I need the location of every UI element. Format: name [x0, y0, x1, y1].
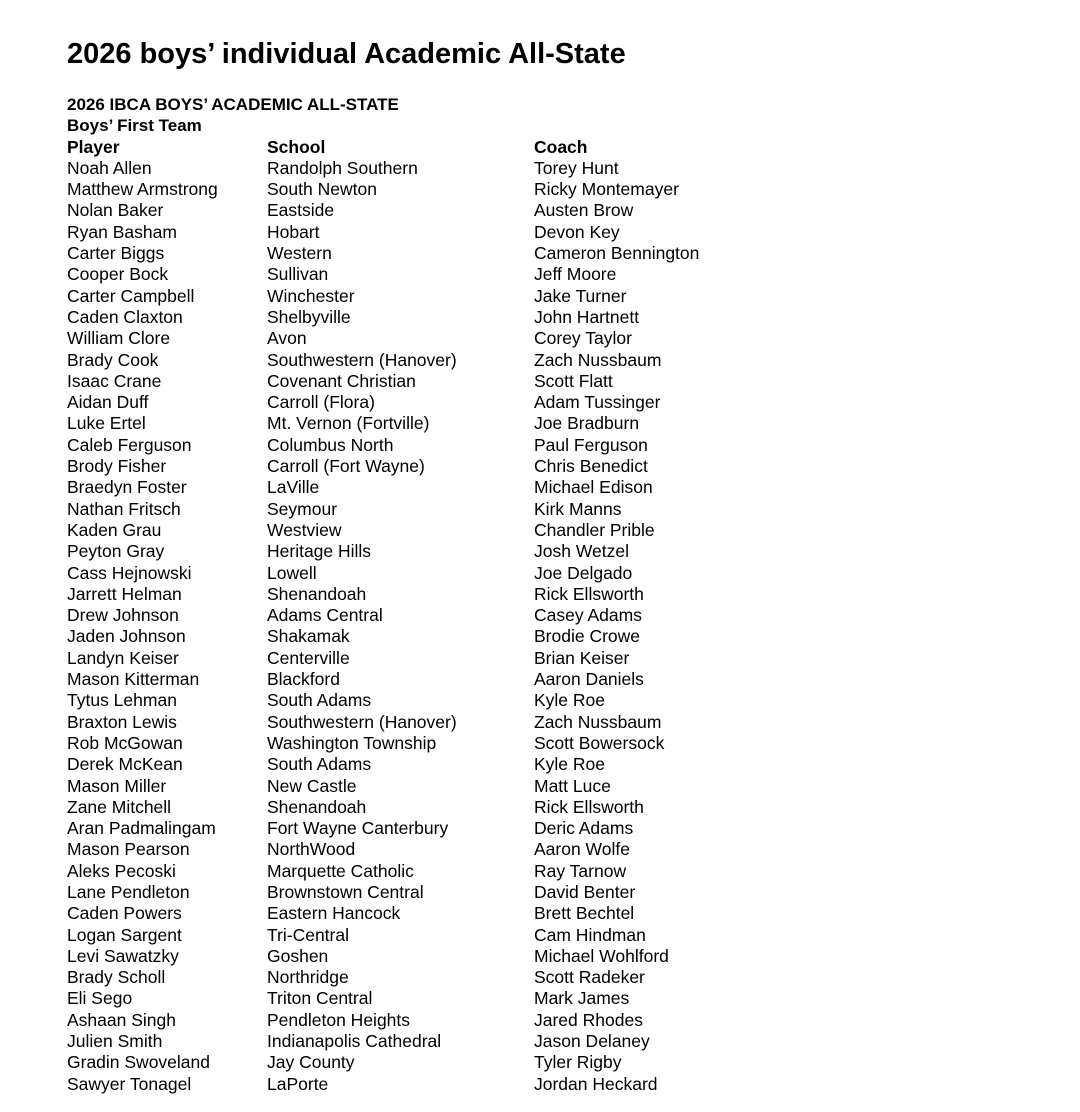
- school-cell: Sullivan: [267, 264, 329, 285]
- coach-cell: Kirk Manns: [534, 498, 622, 519]
- player-cell: Drew Johnson: [67, 605, 179, 626]
- player-cell: Jarrett Helman: [67, 583, 182, 604]
- coach-cell: Aaron Wolfe: [534, 839, 630, 860]
- player-cell: Cooper Bock: [67, 264, 169, 285]
- player-cell: Nolan Baker: [67, 200, 164, 221]
- table-row: [67, 499, 1027, 520]
- player-cell: Tytus Lehman: [67, 690, 177, 711]
- school-cell: South Adams: [267, 754, 372, 775]
- player-cell: Ashaan Singh: [67, 1009, 176, 1030]
- coach-cell: Scott Flatt: [534, 370, 613, 391]
- player-cell: Mason Pearson: [67, 839, 190, 860]
- table-row: [67, 264, 1027, 285]
- coach-cell: Mark James: [534, 988, 630, 1009]
- player-cell: Brody Fisher: [67, 456, 167, 477]
- player-cell: Aran Padmalingam: [67, 818, 216, 839]
- coach-cell: Rick Ellsworth: [534, 796, 644, 817]
- table-row: [67, 988, 1027, 1009]
- coach-cell: Zach Nussbaum: [534, 711, 662, 732]
- school-cell: South Adams: [267, 690, 372, 711]
- table-row: [67, 307, 1027, 328]
- table-row: [67, 818, 1027, 839]
- player-cell: Caden Powers: [67, 903, 182, 924]
- player-cell: Landyn Keiser: [67, 647, 179, 668]
- coach-cell: Kyle Roe: [534, 754, 606, 775]
- header-coach: Coach: [534, 136, 588, 157]
- player-cell: Nathan Fritsch: [67, 498, 181, 519]
- coach-cell: Devon Key: [534, 221, 620, 242]
- school-cell: South Newton: [267, 179, 377, 200]
- player-cell: Julien Smith: [67, 1031, 163, 1052]
- player-cell: Mason Kitterman: [67, 669, 200, 690]
- table-body: [67, 158, 1027, 1095]
- school-cell: Shenandoah: [267, 583, 367, 604]
- school-cell: Fort Wayne Canterbury: [267, 818, 449, 839]
- coach-cell: Matt Luce: [534, 775, 611, 796]
- school-cell: Eastside: [267, 200, 335, 221]
- coach-cell: Josh Wetzel: [534, 541, 629, 562]
- school-cell: Marquette Catholic: [267, 860, 414, 881]
- coach-cell: Brian Keiser: [534, 647, 630, 668]
- coach-cell: Jeff Moore: [534, 264, 617, 285]
- player-cell: William Clore: [67, 328, 171, 349]
- school-cell: Indianapolis Cathedral: [267, 1031, 442, 1052]
- player-cell: Eli Sego: [67, 988, 133, 1009]
- coach-cell: Ray Tarnow: [534, 860, 627, 881]
- coach-cell: Michael Edison: [534, 477, 653, 498]
- school-cell: Winchester: [267, 285, 355, 306]
- school-cell: Southwestern (Hanover): [267, 711, 457, 732]
- table-row: [67, 776, 1027, 797]
- player-cell: Levi Sawatzky: [67, 945, 179, 966]
- school-cell: Western: [267, 243, 332, 264]
- player-cell: Braxton Lewis: [67, 711, 177, 732]
- school-cell: Goshen: [267, 945, 329, 966]
- player-cell: Kaden Grau: [67, 519, 162, 540]
- table-row: [67, 435, 1027, 456]
- player-cell: Brady Cook: [67, 349, 159, 370]
- coach-cell: Casey Adams: [534, 605, 642, 626]
- school-cell: Pendleton Heights: [267, 1009, 411, 1030]
- school-cell: Avon: [267, 328, 307, 349]
- school-cell: Triton Central: [267, 988, 373, 1009]
- table-row: [67, 1052, 1027, 1073]
- table-row: [67, 903, 1027, 924]
- coach-cell: Kyle Roe: [534, 690, 606, 711]
- table-row: [67, 712, 1027, 733]
- school-cell: Jay County: [267, 1052, 355, 1073]
- school-cell: Brownstown Central: [267, 881, 424, 902]
- school-cell: Carroll (Flora): [267, 392, 375, 413]
- table-row: [67, 243, 1027, 264]
- table-row: [67, 1031, 1027, 1052]
- school-cell: Columbus North: [267, 434, 394, 455]
- table-row: [67, 179, 1027, 200]
- coach-cell: Austen Brow: [534, 200, 634, 221]
- school-cell: New Castle: [267, 775, 357, 796]
- table-row: [67, 520, 1027, 541]
- coach-cell: Corey Taylor: [534, 328, 632, 349]
- coach-cell: Ricky Montemayer: [534, 179, 679, 200]
- school-cell: Randolph Southern: [267, 157, 418, 178]
- coach-cell: Joe Bradburn: [534, 413, 640, 434]
- coach-cell: Chris Benedict: [534, 456, 648, 477]
- school-cell: Mt. Vernon (Fortville): [267, 413, 430, 434]
- table-row: [67, 1074, 1027, 1095]
- school-cell: Tri-Central: [267, 924, 349, 945]
- player-cell: Ryan Basham: [67, 221, 177, 242]
- table-row: [67, 839, 1027, 860]
- coach-cell: Brodie Crowe: [534, 626, 641, 647]
- coach-cell: Aaron Daniels: [534, 669, 644, 690]
- coach-cell: Torey Hunt: [534, 157, 619, 178]
- table-row: [67, 584, 1027, 605]
- table-row: [67, 541, 1027, 562]
- table-row: [67, 350, 1027, 371]
- table-row: [67, 456, 1027, 477]
- table-row: [67, 967, 1027, 988]
- player-cell: Caden Claxton: [67, 306, 183, 327]
- table-row: [67, 861, 1027, 882]
- school-cell: NorthWood: [267, 839, 356, 860]
- coach-cell: David Benter: [534, 881, 636, 902]
- coach-cell: Zach Nussbaum: [534, 349, 662, 370]
- school-cell: Covenant Christian: [267, 370, 416, 391]
- player-cell: Carter Biggs: [67, 243, 165, 264]
- coach-cell: Scott Bowersock: [534, 732, 665, 753]
- table-row: [67, 328, 1027, 349]
- player-cell: Gradin Swoveland: [67, 1052, 210, 1073]
- school-cell: Lowell: [267, 562, 317, 583]
- player-cell: Matthew Armstrong: [67, 179, 218, 200]
- coach-cell: Scott Radeker: [534, 967, 645, 988]
- table-row: [67, 669, 1027, 690]
- player-cell: Cass Hejnowski: [67, 562, 192, 583]
- player-cell: Luke Ertel: [67, 413, 146, 434]
- coach-cell: Jared Rhodes: [534, 1009, 643, 1030]
- school-cell: Adams Central: [267, 605, 383, 626]
- table-row: [67, 797, 1027, 818]
- player-cell: Jaden Johnson: [67, 626, 186, 647]
- player-cell: Aidan Duff: [67, 392, 149, 413]
- school-cell: Washington Township: [267, 732, 437, 753]
- school-cell: Shenandoah: [267, 796, 367, 817]
- table-row: [67, 392, 1027, 413]
- coach-cell: Jake Turner: [534, 285, 627, 306]
- coach-cell: Chandler Prible: [534, 519, 655, 540]
- player-cell: Lane Pendleton: [67, 881, 190, 902]
- table-row: [67, 605, 1027, 626]
- school-cell: Shakamak: [267, 626, 350, 647]
- document-page: [67, 34, 1027, 1095]
- school-cell: LaPorte: [267, 1073, 329, 1094]
- player-cell: Sawyer Tonagel: [67, 1073, 192, 1094]
- coach-cell: Joe Delgado: [534, 562, 633, 583]
- table-row: [67, 754, 1027, 775]
- player-cell: Peyton Gray: [67, 541, 165, 562]
- table-row: [67, 286, 1027, 307]
- school-cell: Southwestern (Hanover): [267, 349, 457, 370]
- list-heading: 2026 IBCA BOYS’ ACADEMIC ALL-STATE: [67, 95, 399, 114]
- table-row: [67, 648, 1027, 669]
- table-row: [67, 158, 1027, 179]
- table-row: [67, 1010, 1027, 1031]
- table-row: [67, 882, 1027, 903]
- player-cell: Derek McKean: [67, 754, 183, 775]
- team-heading: Boys’ First Team: [67, 116, 202, 136]
- table-row: [67, 690, 1027, 711]
- school-cell: Shelbyville: [267, 306, 351, 327]
- coach-cell: Brett Bechtel: [534, 903, 635, 924]
- table-row: [67, 563, 1027, 584]
- coach-cell: Jason Delaney: [534, 1031, 650, 1052]
- player-cell: Mason Miller: [67, 775, 167, 796]
- school-cell: Eastern Hancock: [267, 903, 401, 924]
- coach-cell: Paul Ferguson: [534, 434, 648, 455]
- player-cell: Aleks Pecoski: [67, 860, 176, 881]
- coach-cell: Adam Tussinger: [534, 392, 661, 413]
- table-row: [67, 200, 1027, 221]
- table-row: [67, 626, 1027, 647]
- table-row: [67, 413, 1027, 434]
- coach-cell: Cameron Bennington: [534, 243, 700, 264]
- coach-cell: Jordan Heckard: [534, 1073, 658, 1094]
- coach-cell: Deric Adams: [534, 818, 634, 839]
- school-cell: Centerville: [267, 647, 350, 668]
- player-cell: Noah Allen: [67, 157, 152, 178]
- player-cell: Logan Sargent: [67, 924, 182, 945]
- player-cell: Carter Campbell: [67, 285, 195, 306]
- school-cell: Heritage Hills: [267, 541, 372, 562]
- school-cell: Westview: [267, 519, 342, 540]
- school-cell: Blackford: [267, 669, 340, 690]
- page-title: 2026 boys’ individual Academic All-State: [67, 38, 626, 70]
- player-cell: Brady Scholl: [67, 967, 166, 988]
- table-row: [67, 733, 1027, 754]
- school-cell: Seymour: [267, 498, 338, 519]
- coach-cell: Tyler Rigby: [534, 1052, 622, 1073]
- table-row: [67, 946, 1027, 967]
- coach-cell: Michael Wohlford: [534, 945, 669, 966]
- coach-cell: John Hartnett: [534, 306, 640, 327]
- header-player: Player: [67, 136, 120, 157]
- school-cell: Northridge: [267, 967, 349, 988]
- coach-cell: Cam Hindman: [534, 924, 646, 945]
- player-cell: Zane Mitchell: [67, 796, 172, 817]
- player-cell: Rob McGowan: [67, 732, 183, 753]
- player-cell: Caleb Ferguson: [67, 434, 192, 455]
- table-row: [67, 925, 1027, 946]
- table-row: [67, 222, 1027, 243]
- school-cell: Carroll (Fort Wayne): [267, 456, 425, 477]
- player-cell: Isaac Crane: [67, 370, 162, 391]
- table-row: [67, 371, 1027, 392]
- table-row: [67, 477, 1027, 498]
- header-school: School: [267, 136, 326, 157]
- player-cell: Braedyn Foster: [67, 477, 187, 498]
- coach-cell: Rick Ellsworth: [534, 583, 644, 604]
- school-cell: Hobart: [267, 221, 320, 242]
- table-header: [67, 137, 1027, 158]
- school-cell: LaVille: [267, 477, 320, 498]
